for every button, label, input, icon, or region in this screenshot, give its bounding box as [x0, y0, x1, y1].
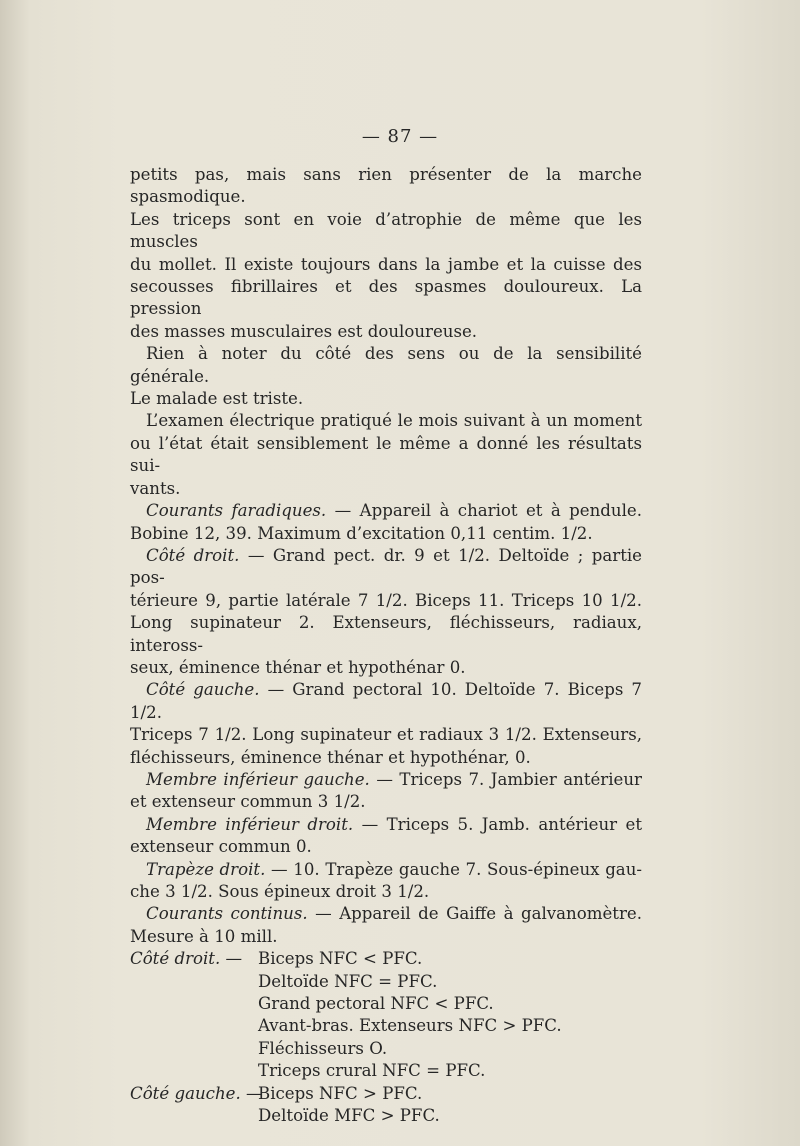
line-text: fléchisseurs, éminence thénar et hypothénar, 0. [130, 747, 531, 767]
text-line [130, 903, 642, 925]
line-text: che 3 1/2. Sous épineux droit 3 1/2. [130, 882, 430, 901]
measure-label [130, 993, 258, 1015]
text-line [130, 388, 642, 410]
italic-lead: Côté gauche. [146, 680, 260, 700]
line-text: — Triceps 5. Jamb. antérieur et [353, 814, 643, 834]
measure-line [130, 948, 642, 970]
measure-label [130, 1105, 258, 1127]
measure-label [130, 1038, 258, 1060]
text-line [130, 791, 642, 813]
measure-value: Biceps NFC < PFC. [258, 949, 423, 969]
measure-line [130, 1105, 642, 1127]
italic-lead: Membre inférieur droit. [146, 814, 354, 834]
measure-value: Deltoïde MFC > PFC. [258, 1106, 440, 1126]
italic-lead: Côté droit. [146, 545, 240, 565]
line-text: Le malade est triste. [130, 389, 304, 409]
page-number: — 87 — [361, 126, 439, 147]
text-line [130, 859, 642, 881]
measure-line [130, 993, 642, 1015]
text-line [130, 747, 642, 769]
text-line [130, 164, 642, 209]
measure-label: Côté gauche. — [130, 1083, 263, 1103]
line-text: extenseur commun 0. [130, 837, 312, 857]
italic-lead: Trapèze droit. [146, 859, 266, 879]
line-text: — Triceps 7. Jambier antérieur [369, 769, 642, 789]
text-line [130, 814, 642, 836]
line-text: térieure 9, partie latérale 7 1/2. Biceps 11. Triceps 10 1/2. [130, 590, 642, 610]
line-text: L’examen électrique pratiqué le mois suivant à un moment [146, 411, 642, 431]
text-line [130, 724, 642, 746]
text-line [130, 836, 642, 858]
text-line [130, 657, 642, 679]
measure-line [130, 971, 642, 993]
line-text: seux, éminence thénar et hypothénar 0. [130, 657, 466, 677]
text-line [130, 500, 642, 522]
text-line [130, 478, 642, 500]
italic-lead: Courants faradiques. [146, 501, 327, 521]
text-line [130, 209, 642, 254]
text-line [130, 276, 642, 321]
measure-line [130, 1038, 642, 1060]
measure-value: Biceps NFC > PFC. [258, 1083, 423, 1103]
measure-line [130, 1083, 642, 1105]
measure-value: Grand pectoral NFC < PFC. [258, 994, 494, 1014]
measure-line [130, 1015, 642, 1037]
line-text: Les triceps sont en voie d’atrophie de même que les muscles [130, 209, 642, 252]
line-text: petits pas, mais sans rien présenter de la marche spasmodique. [130, 165, 642, 207]
measure-label [130, 1015, 258, 1037]
text-line [130, 679, 642, 724]
measure-value: Deltoïde NFC = PFC. [258, 971, 438, 991]
text-line [130, 590, 642, 612]
line-text: des masses musculaires est douloureuse. [130, 321, 478, 341]
line-text: Long supinateur 2. Extenseurs, fléchisseurs, radiaux, inteross- [130, 613, 642, 655]
line-text: Triceps 7 1/2. Long supinateur et radiaux 3 1/2. Extenseurs, [130, 725, 642, 745]
text-line [130, 321, 642, 343]
measure-value: Triceps crural NFC = PFC. [258, 1061, 486, 1081]
text-line [130, 343, 642, 388]
line-text: ou l’état était sensiblement le même a donné les résultats sui- [130, 433, 642, 476]
measure-value: Fléchisseurs O. [258, 1038, 388, 1058]
text-line [130, 254, 642, 276]
measure-line [130, 1060, 642, 1082]
line-text: vants. [130, 478, 181, 498]
italic-lead: Courants continus. [146, 904, 308, 924]
line-text: et extenseur commun 3 1/2. [130, 792, 366, 812]
measure-label [130, 1060, 258, 1082]
text-line [130, 881, 642, 903]
line-text: — Grand pect. dr. 9 et 1/2. Deltoïde ; partie pos- [130, 545, 642, 588]
measure-label [130, 971, 258, 993]
line-text: du mollet. Il existe toujours dans la jambe et la cuisse des [130, 254, 642, 274]
line-text: Mesure à 10 mill. [130, 926, 278, 946]
text-line [130, 523, 642, 545]
text-line [130, 926, 642, 948]
italic-lead: Membre inférieur gauche. [146, 769, 370, 789]
measure-value: Avant-bras. Extenseurs NFC > PFC. [258, 1016, 562, 1036]
body-text [130, 164, 642, 1127]
measure-label: Côté droit. — [130, 949, 243, 969]
text-line [130, 545, 642, 590]
line-text: Rien à noter du côté des sens ou de la sensibilité générale. [130, 344, 642, 386]
text-line [130, 612, 642, 657]
line-text: — Grand pectoral 10. Deltoïde 7. Biceps 7 1/2. [130, 680, 642, 722]
line-text: — 10. Trapèze gauche 7. Sous-épineux gau- [265, 859, 642, 879]
text-line [130, 769, 642, 791]
line-text: secousses fibrillaires et des spasmes douloureux. La pression [130, 277, 642, 319]
line-text: — Appareil de Gaiffe à galvanomètre. [307, 904, 642, 924]
text-line [130, 410, 642, 432]
line-text: Bobine 12, 39. Maximum d’excitation 0,11 centim. 1/2. [130, 523, 593, 543]
text-line [130, 433, 642, 478]
line-text: — Appareil à chariot et à pendule. [326, 501, 642, 521]
